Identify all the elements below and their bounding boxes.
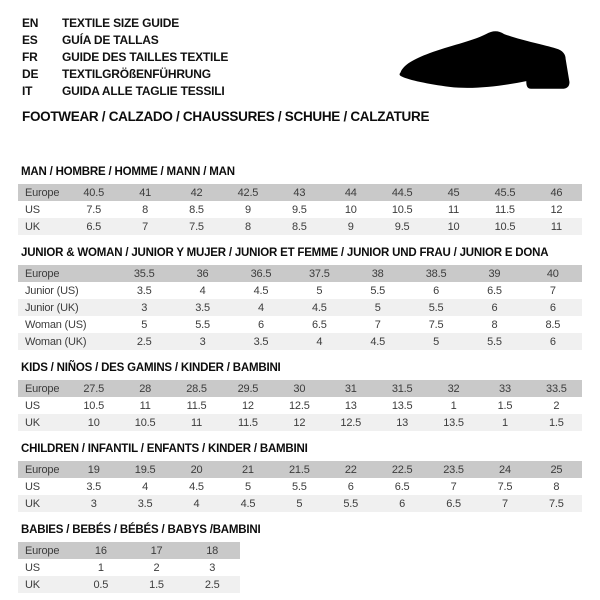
size-value: 4.5 <box>253 284 269 297</box>
size-value: 4 <box>193 497 200 510</box>
size-value: 3 <box>199 335 206 348</box>
size-value: 1.5 <box>149 578 164 591</box>
size-value: 8 <box>142 203 149 216</box>
size-value: 3.5 <box>253 335 269 348</box>
size-value: 18 <box>206 544 219 557</box>
size-value: 7.5 <box>86 203 102 216</box>
size-value: 5 <box>316 284 323 297</box>
size-value: 7.5 <box>189 220 204 233</box>
size-value: 1.5 <box>549 416 564 429</box>
section-title: BABIES / BEBÉS / BÉBÉS / BABYS /BAMBINI <box>21 524 261 536</box>
size-value: 6.5 <box>86 220 102 233</box>
language-title: TEXTILGRÖßENFÜHRUNG <box>62 67 211 81</box>
size-value: 3 <box>141 301 148 314</box>
size-value: 6.5 <box>446 497 461 510</box>
size-value: 21.5 <box>289 463 310 476</box>
row-label: US <box>25 480 40 493</box>
size-value: 11 <box>139 399 151 412</box>
size-value: 4.5 <box>311 301 327 314</box>
language-title: GUÍA DE TALLAS <box>62 33 159 47</box>
row-label: Woman (US) <box>25 318 87 331</box>
size-value: 5.5 <box>291 480 307 493</box>
size-value: 6.5 <box>487 284 502 297</box>
table-row <box>18 316 582 333</box>
size-value: 5.5 <box>195 318 210 331</box>
size-value: 42.5 <box>237 186 259 199</box>
size-value: 11.5 <box>495 203 515 216</box>
row-label: UK <box>25 416 40 429</box>
size-value: 1.5 <box>497 399 513 412</box>
size-value: 6 <box>257 318 264 331</box>
size-value: 25 <box>550 463 563 476</box>
section-children <box>18 443 582 512</box>
size-value: 31.5 <box>391 382 413 395</box>
language-code: DE <box>22 67 39 81</box>
section-man <box>18 166 582 235</box>
size-value: 12 <box>293 416 306 429</box>
size-value: 13.5 <box>391 399 413 412</box>
row-label: UK <box>25 497 40 510</box>
category-heading: FOOTWEAR / CALZADO / CHAUSSURES / SCHUHE / CALZATURE <box>22 109 430 124</box>
size-value: 5.5 <box>343 497 359 510</box>
size-value: 2.5 <box>204 578 220 591</box>
size-value: 12 <box>550 203 563 216</box>
row-label: US <box>25 203 40 216</box>
section-title: CHILDREN / INFANTIL / ENFANTS / KINDER / BAMBINI <box>21 443 308 455</box>
size-value: 44 <box>344 186 357 199</box>
size-value: 4.5 <box>370 335 386 348</box>
size-value: 8 <box>553 480 560 493</box>
language-code: EN <box>22 16 39 30</box>
row-label: UK <box>25 578 40 591</box>
size-value: 19 <box>87 463 100 476</box>
size-value: 2.5 <box>136 335 152 348</box>
size-value: 13.5 <box>443 416 464 429</box>
size-value: 5.5 <box>487 335 502 348</box>
size-value: 28.5 <box>186 382 207 395</box>
size-value: 4 <box>316 335 323 348</box>
size-value: 6 <box>549 301 556 314</box>
row-label: Europe <box>25 463 60 476</box>
table-row <box>18 495 582 512</box>
size-value: 16 <box>94 544 107 557</box>
size-value: 38 <box>371 267 384 280</box>
table-row <box>18 282 582 299</box>
size-value: 43 <box>293 186 306 199</box>
size-value: 22 <box>344 463 357 476</box>
size-value: 11.5 <box>186 399 207 412</box>
size-value: 0.5 <box>93 578 109 591</box>
row-label: Junior (UK) <box>25 301 79 314</box>
size-value: 11.5 <box>238 416 258 429</box>
size-value: 11 <box>550 220 562 233</box>
size-value: 10.5 <box>494 220 516 233</box>
section-kids <box>18 362 582 431</box>
size-value: 7 <box>374 318 381 331</box>
size-value: 39 <box>488 267 501 280</box>
section-title: MAN / HOMBRE / HOMME / MANN / MAN <box>21 166 235 178</box>
size-value: 8.5 <box>291 220 307 233</box>
language-title: TEXTILE SIZE GUIDE <box>62 16 180 30</box>
size-value: 35.5 <box>133 267 155 280</box>
size-value: 20 <box>190 463 203 476</box>
table-row <box>18 576 240 593</box>
size-value: 7 <box>549 284 556 297</box>
size-value: 12.5 <box>289 399 310 412</box>
size-value: 10.5 <box>134 416 156 429</box>
size-value: 5 <box>374 301 381 314</box>
size-value: 5 <box>244 480 251 493</box>
size-value: 11 <box>448 203 460 216</box>
language-title: GUIDA ALLE TAGLIE TESSILI <box>62 84 225 98</box>
size-value: 29.5 <box>237 382 259 395</box>
table-row <box>18 333 582 350</box>
size-value: 33 <box>499 382 511 395</box>
size-value: 44.5 <box>391 186 413 199</box>
size-value: 13 <box>396 416 409 429</box>
size-value: 12.5 <box>340 416 362 429</box>
row-label: UK <box>25 220 40 233</box>
size-value: 4.5 <box>240 497 256 510</box>
size-value: 3 <box>209 561 216 574</box>
section-title: KIDS / NIÑOS / DES GAMINS / KINDER / BAMBINI <box>21 362 281 374</box>
size-value: 11 <box>191 416 203 429</box>
size-tables <box>18 166 582 593</box>
size-value: 6.5 <box>311 318 327 331</box>
language-code: IT <box>22 84 33 98</box>
row-label: Junior (US) <box>25 284 79 297</box>
size-value: 7 <box>450 480 457 493</box>
row-label: Woman (UK) <box>25 335 87 348</box>
size-value: 6 <box>433 284 440 297</box>
size-value: 13 <box>344 399 357 412</box>
size-value: 9.5 <box>394 220 410 233</box>
size-value: 17 <box>150 544 163 557</box>
size-value: 6 <box>347 480 354 493</box>
size-value: 2 <box>153 561 160 574</box>
table-row <box>18 478 582 495</box>
row-label: Europe <box>25 382 60 395</box>
size-value: 30 <box>293 382 306 395</box>
size-value: 5.5 <box>370 284 386 297</box>
size-value: 5 <box>141 318 148 331</box>
size-value: 2 <box>553 399 560 412</box>
row-label: US <box>25 399 40 412</box>
table-row <box>18 184 582 201</box>
size-value: 46 <box>550 186 563 199</box>
table-row <box>18 380 582 397</box>
section-junior-woman <box>18 247 582 350</box>
size-value: 10 <box>447 220 460 233</box>
size-value: 1 <box>501 416 508 429</box>
size-table-children <box>18 461 582 512</box>
size-value: 7.5 <box>549 497 564 510</box>
size-value: 33.5 <box>546 382 567 395</box>
size-value: 10 <box>87 416 100 429</box>
size-value: 21 <box>242 463 254 476</box>
size-table-kids <box>18 380 582 431</box>
section-babies <box>18 524 582 593</box>
table-row <box>18 414 582 431</box>
size-value: 6 <box>399 497 406 510</box>
size-value: 8.5 <box>189 203 204 216</box>
size-table-junior-woman <box>18 265 582 350</box>
size-value: 1 <box>450 399 457 412</box>
size-value: 9 <box>244 203 251 216</box>
size-value: 9.5 <box>291 203 307 216</box>
size-value: 5 <box>433 335 440 348</box>
size-value: 28 <box>139 382 152 395</box>
table-row <box>18 218 582 235</box>
size-value: 19.5 <box>134 463 156 476</box>
table-row <box>18 542 240 559</box>
size-value: 7.5 <box>428 318 444 331</box>
table-row <box>18 201 582 218</box>
size-table-man <box>18 184 582 235</box>
language-code: ES <box>22 33 38 47</box>
size-value: 37.5 <box>309 267 330 280</box>
size-value: 10 <box>344 203 357 216</box>
size-value: 7 <box>501 497 508 510</box>
dress-shoe-icon <box>388 12 582 108</box>
size-value: 4 <box>142 480 149 493</box>
size-value: 24 <box>499 463 511 476</box>
size-value: 6.5 <box>394 480 410 493</box>
size-value: 12 <box>242 399 254 412</box>
size-value: 3.5 <box>195 301 210 314</box>
size-value: 8 <box>491 318 498 331</box>
size-value: 8 <box>244 220 251 233</box>
size-value: 10.5 <box>83 399 104 412</box>
size-value: 3 <box>90 497 97 510</box>
row-label: US <box>25 561 40 574</box>
size-value: 9 <box>347 220 354 233</box>
language-code: FR <box>22 50 38 64</box>
size-value: 40.5 <box>83 186 104 199</box>
row-label: Europe <box>25 186 60 199</box>
size-value: 10.5 <box>391 203 413 216</box>
table-row <box>18 461 582 478</box>
size-value: 32 <box>447 382 460 395</box>
size-value: 3.5 <box>136 284 152 297</box>
size-value: 45 <box>447 186 460 199</box>
size-value: 45.5 <box>494 186 516 199</box>
table-row <box>18 397 582 414</box>
size-value: 41 <box>139 186 152 199</box>
row-label: Europe <box>25 544 60 557</box>
size-value: 6 <box>549 335 556 348</box>
table-row <box>18 265 582 282</box>
size-value: 38.5 <box>425 267 447 280</box>
table-row <box>18 559 240 576</box>
size-value: 36.5 <box>250 267 272 280</box>
size-value: 3.5 <box>86 480 102 493</box>
size-value: 22.5 <box>391 463 413 476</box>
size-value: 7 <box>142 220 149 233</box>
size-value: 42 <box>190 186 203 199</box>
size-table-babies <box>18 542 240 593</box>
section-title: JUNIOR & WOMAN / JUNIOR Y MUJER / JUNIOR ET FEMME / JUNIOR UND FRAU / JUNIOR E DONA <box>21 247 549 259</box>
size-value: 5.5 <box>428 301 444 314</box>
size-value: 40 <box>546 267 559 280</box>
size-value: 6 <box>491 301 498 314</box>
size-value: 3.5 <box>137 497 153 510</box>
size-value: 5 <box>296 497 303 510</box>
size-value: 23.5 <box>443 463 464 476</box>
size-value: 36 <box>196 267 209 280</box>
size-value: 31 <box>344 382 357 395</box>
size-value: 4 <box>257 301 264 314</box>
size-value: 1 <box>97 561 104 574</box>
row-label: Europe <box>25 267 60 280</box>
size-value: 27.5 <box>83 382 104 395</box>
table-row <box>18 299 582 316</box>
size-value: 7.5 <box>497 480 513 493</box>
size-value: 4.5 <box>189 480 204 493</box>
language-title: GUIDE DES TAILLES TEXTILE <box>62 50 229 64</box>
size-value: 4 <box>199 284 206 297</box>
size-value: 8.5 <box>545 318 561 331</box>
